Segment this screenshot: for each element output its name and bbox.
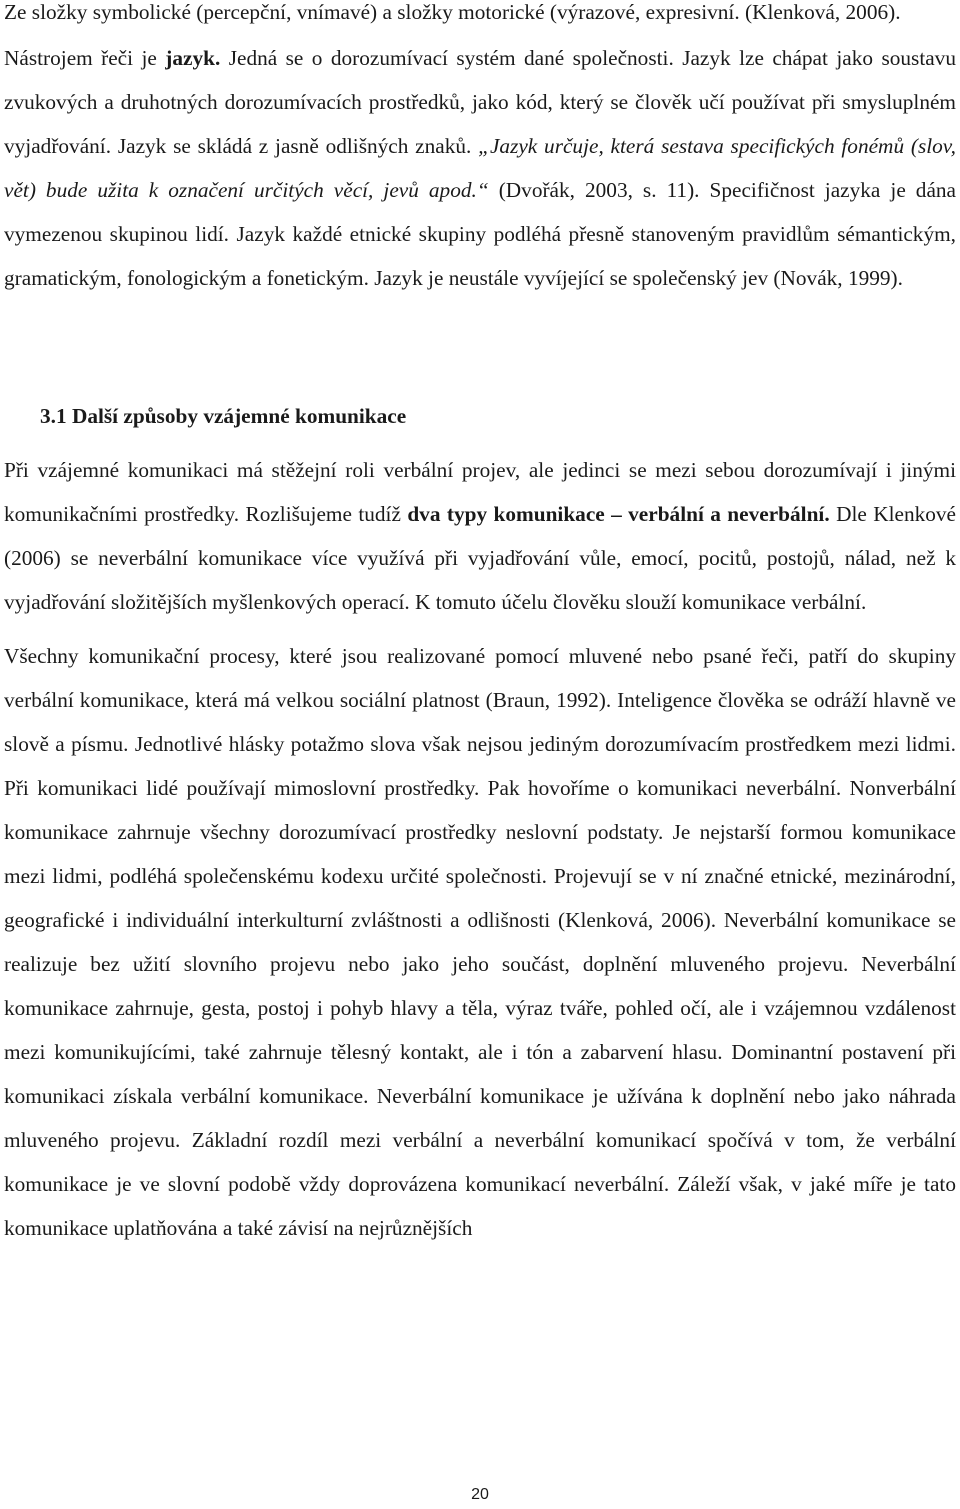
paragraph-verbal-nonverbal xyxy=(4,634,956,1250)
paragraph-language xyxy=(4,36,956,300)
paragraph-intro-text: Ze složky symbolické (percepční, vnímavé) a složky motorické (výrazové, expresivní. (Klenková, 2006). xyxy=(4,0,901,24)
term-two-types: dva typy komunikace – verbální a neverbální. xyxy=(407,502,830,526)
paragraph-verbal-nonverbal-text: Všechny komunikační procesy, které jsou realizované pomocí mluvené nebo psané řeči, patří do skupiny verbální komunikace, která má velkou sociální platnost (Braun, 1992). Inteligence člověka se odráží hlavně ve slově a písmu. Jednotlivé hlásky potažmo slova však nejsou jediným dorozumívacím prostředkem mezi lidmi. Při komunikaci lidé používají mimoslovní prostředky. Pak hovoříme o komunikaci neverbální. Nonverbální komunikace zahrnuje všechny dorozumívací prostředky neslovní podstaty. Je nejstarší formou komunikace mezi lidmi, podléhá společenskému kodexu určité společnosti. Projevují se v ní značné etnické, mezinárodní, geografické i individuální interkulturní zvláštnosti a odlišnosti (Klenková, 2006). Neverbální komunikace se realizuje bez užití slovního projevu nebo jako jeho součást, doplnění mluveného projevu. Neverbální komunikace zahrnuje, gesta, postoj i pohyb hlavy a těla, výraz tváře, pohled očí, ale i vzájemnou vzdálenost mezi komunikujícími, také zahrnuje tělesný kontakt, ale i tón a zabarvení hlasu. Dominantní postavení při komunikaci získala verbální komunikace. Neverbální komunikace je užívána k doplnění nebo jako náhrada mluveného projevu. Základní rozdíl mezi verbální a neverbální komunikací spočívá v tom, že verbální komunikace je ve slovní podobě vždy doprovázena komunikací neverbální. Záleží však, v jaké míře je tato komunikace uplatňována a také závisí na nejrůznějších xyxy=(4,644,956,1240)
paragraph-language-text-1: Nástrojem řeči je xyxy=(4,46,166,70)
paragraph-language-text-2: Jedná se o dorozumívací systém dané společnosti. Jazyk lze chápat jako soustavu zvukových a druhotných dorozumívacích prostředků, jako kód, který se člověk učí používat při smysluplném vyjadřování. Jazyk se skládá z jasně odlišných znaků. xyxy=(4,46,956,158)
document-page xyxy=(4,0,956,1250)
paragraph-intro xyxy=(4,0,956,34)
paragraph-communication-types xyxy=(4,448,956,624)
paragraph-language-text-3: (Dvořák, 2003, s. 11). Specifičnost jazyka je dána vymezenou skupinou lidí. Jazyk každé etnické skupiny podléhá přesně stanoveným pravidlům sémantickým, gramatickým, fonologickým a fonetickým. Jazyk je neustále vyvíjející se společenský jev (Novák, 1999). xyxy=(4,178,956,290)
paragraph-communication-types-text-2: Dle Klenkové (2006) se neverbální komunikace více využívá při vyjadřování vůle, emocí, pocitů, postojů, nálad, než k vyjadřování složitějších myšlenkových operací. K tomuto účelu člověku slouží komunikace verbální. xyxy=(4,502,957,614)
paragraph-communication-types-text-1: Při vzájemné komunikaci má stěžejní roli verbální projev, ale jedinci se mezi sebou dorozumívají i jinými komunikačními prostředky. Rozlišujeme tudíž xyxy=(4,458,956,526)
page-number: 20 xyxy=(471,1486,489,1503)
term-jazyk: jazyk. xyxy=(165,46,221,70)
quotation-dvorak: „Jazyk určuje, která sestava specifických fonémů (slov, vět) bude užita k označení určitých věcí, jevů apod.“ xyxy=(4,134,957,202)
section-heading: 3.1 Další způsoby vzájemné komunikace xyxy=(40,404,407,428)
